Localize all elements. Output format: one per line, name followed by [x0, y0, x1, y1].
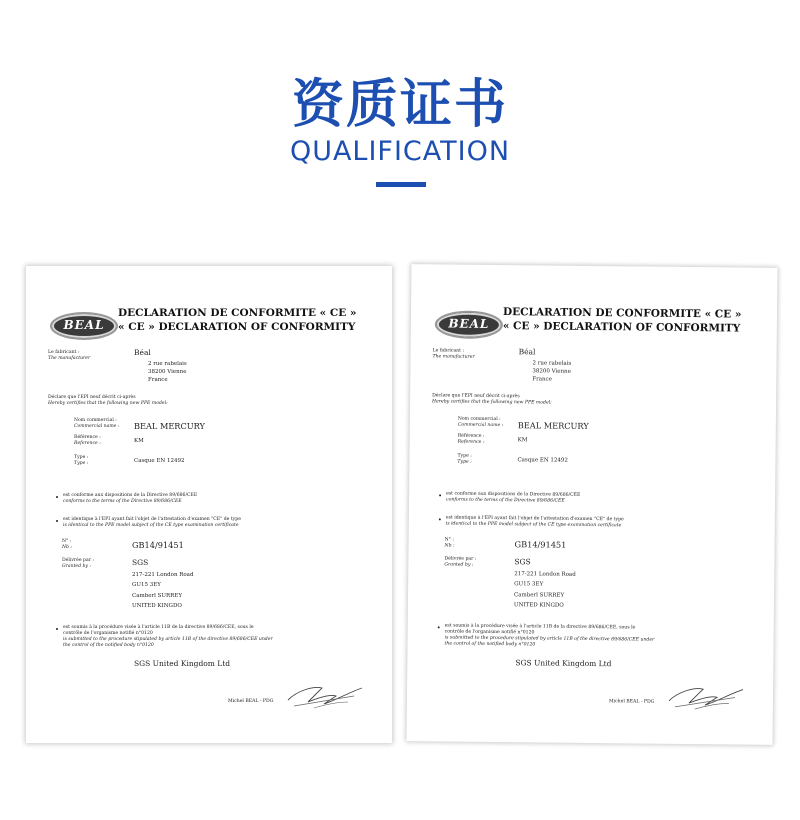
body-address-3: Camberl SURREY [514, 592, 565, 599]
procedure-en-2: the control of the notified body n°0120 [63, 643, 154, 648]
delivered-label-en: Granted by : [444, 562, 474, 568]
body-address-3: Camberl SURREY [132, 593, 182, 599]
bullet-dot [439, 494, 441, 496]
bullet-dot [438, 626, 440, 628]
reference-value: KM [134, 438, 144, 444]
commercial-label-fr: Nom commercial : [74, 418, 117, 423]
declare-fr: Déclare que l'EPI neuf décrit ci-après [432, 393, 520, 400]
type-value: Casque EN 12492 [134, 458, 185, 464]
commercial-label-en: Commercial name : [74, 424, 120, 429]
cert-no-label-fr: N° : [444, 537, 454, 543]
manufacturer-label-fr: Le fabricant : [432, 348, 465, 354]
reference-label-en: Reference : [457, 439, 485, 445]
declare-en: Hereby certifies that the following new PPE model: [432, 399, 552, 406]
delivered-label-en: Granted by : [62, 564, 92, 569]
address-line-3: France [532, 376, 552, 383]
manufacturer-name: Béal [518, 347, 536, 357]
certificate-document-right[interactable] [407, 264, 778, 745]
reference-label-en: Reference : [74, 441, 101, 446]
notified-body-name: SGS United Kingdom Ltd [515, 658, 612, 669]
address-line-3: France [148, 377, 168, 383]
type-label-fr: Type : [457, 453, 472, 459]
address-line-2: 38200 Vienne [532, 368, 571, 375]
reference-value: KM [517, 437, 528, 444]
signatory-name: Michel BEAL - PDG [228, 699, 274, 704]
body-address-2: GU15 3EY [514, 581, 544, 588]
heading-french: DECLARATION DE CONFORMITE « CE » [118, 307, 357, 319]
declare-en: Hereby certifies that the following new PPE model: [48, 401, 168, 406]
identical-fr: est identique à l'EPI ayant fait l'objet de l'attestation d'examen "CE" de type [63, 517, 241, 522]
address-line-1: 2 rue rabelais [148, 361, 187, 367]
certificate-number: GB14/91451 [132, 540, 184, 550]
procedure-en-2: the control of the notified body n°0120 [444, 641, 536, 648]
certificate-number: GB14/91451 [514, 539, 567, 550]
delivered-label-fr: Délivrée par : [444, 556, 477, 562]
commercial-label-fr: Nom commercial : [457, 416, 501, 423]
body-address-1: 217-221 London Road [514, 571, 576, 578]
cert-no-label-en: Nb : [444, 543, 455, 549]
bullet-dot [56, 520, 58, 522]
bullet-dot [56, 496, 58, 498]
type-label-en: Type : [457, 459, 472, 465]
conformity-fr: est conforme aux dispositions de la Directive 89/686/CEE [446, 491, 581, 498]
body-address-1: 217-221 London Road [132, 572, 194, 578]
beal-logo [50, 312, 118, 340]
bullet-dot [56, 628, 58, 630]
address-line-2: 38200 Vienne [148, 369, 187, 375]
heading-french: DECLARATION DE CONFORMITE « CE » [502, 306, 742, 321]
signature-image [284, 678, 366, 712]
delivered-label-fr: Délivrée par : [62, 558, 94, 563]
manufacturer-label-en: The manufacturer [432, 354, 475, 360]
logo-text: BEAL [63, 318, 105, 332]
procedure-fr-1: est soumis à la procédure visée à l'article 11B de la directive 89/686/CEE, sous le [63, 625, 254, 630]
commercial-name: BEAL MERCURY [134, 421, 205, 431]
cert-no-label-en: Nb : [62, 545, 72, 550]
heading-english: « CE » DECLARATION OF CONFORMITY [118, 321, 356, 333]
commercial-label-en: Commercial name : [457, 422, 504, 429]
signatory-name: Michel BEAL - PDG [608, 699, 655, 705]
type-label-en: Type : [74, 461, 89, 466]
heading-english: « CE » DECLARATION OF CONFORMITY [502, 320, 741, 335]
body-address-4: UNITED KINGDO [132, 603, 182, 609]
commercial-name: BEAL MERCURY [517, 420, 589, 431]
bullet-dot [439, 518, 441, 520]
identical-en: is identical to the PPE model subject of the CE type examination certificate [63, 523, 239, 528]
conformity-en: conforms to the terms of the Directive 89/686/CEE [63, 499, 182, 504]
type-label-fr: Type : [74, 455, 89, 460]
procedure-fr-2: contrôle de l'organisme notifié n°0120 [444, 629, 535, 636]
identical-fr: est identique à l'EPI ayant fait l'objet de l'attestation d'examen "CE" de type [445, 515, 624, 523]
procedure-en-1: is submitted to the procedure stipulated by article 11B of the directive 89/686/CEE under [444, 635, 655, 643]
notified-body-short: SGS [514, 557, 531, 567]
beal-logo [435, 310, 503, 339]
conformity-en: conforms to the terms of the Directive 89/686/CEE [446, 497, 565, 504]
body-address-2: GU15 3EY [132, 582, 161, 588]
procedure-en-1: is submitted to the procedure stipulated by article 11B of the directive 89/686/CEE under [63, 637, 273, 642]
page-subtitle: QUALIFICATION [289, 136, 511, 167]
title-underline [376, 182, 426, 187]
procedure-fr-2: contrôle de l'organisme notifié n°0120 [63, 631, 153, 636]
address-line-1: 2 rue rabelais [532, 360, 572, 367]
certificate-document-left[interactable] [26, 266, 392, 743]
logo-text: BEAL [448, 316, 490, 331]
page-title: 资质证书 [291, 75, 508, 135]
cert-no-label-fr: N° : [62, 539, 72, 544]
reference-label-fr: Référence : [74, 435, 101, 440]
declare-fr: Déclare que l'EPI neuf décrit ci-après [48, 395, 136, 400]
manufacturer-label-fr: Le fabricant : [48, 350, 80, 355]
reference-label-fr: Référence : [457, 433, 485, 439]
type-value: Casque EN 12492 [517, 457, 568, 464]
manufacturer-name: Béal [134, 348, 151, 357]
identical-en: is identical to the PPE model subject of the CE type examination certificate [445, 521, 622, 529]
notified-body-name: SGS United Kingdom Ltd [134, 659, 231, 668]
signature-image [665, 679, 747, 714]
body-address-4: UNITED KINGDO [513, 602, 564, 609]
manufacturer-label-en: The manufacturer [48, 356, 91, 361]
page-header [0, 0, 800, 250]
conformity-fr: est conforme aux dispositions de la Directive 89/686/CEE [63, 493, 198, 498]
procedure-fr-1: est soumis à la procédure visée à l'article 11B de la directive 89/686/CEE, sous le [444, 623, 636, 631]
notified-body-short: SGS [132, 558, 149, 567]
